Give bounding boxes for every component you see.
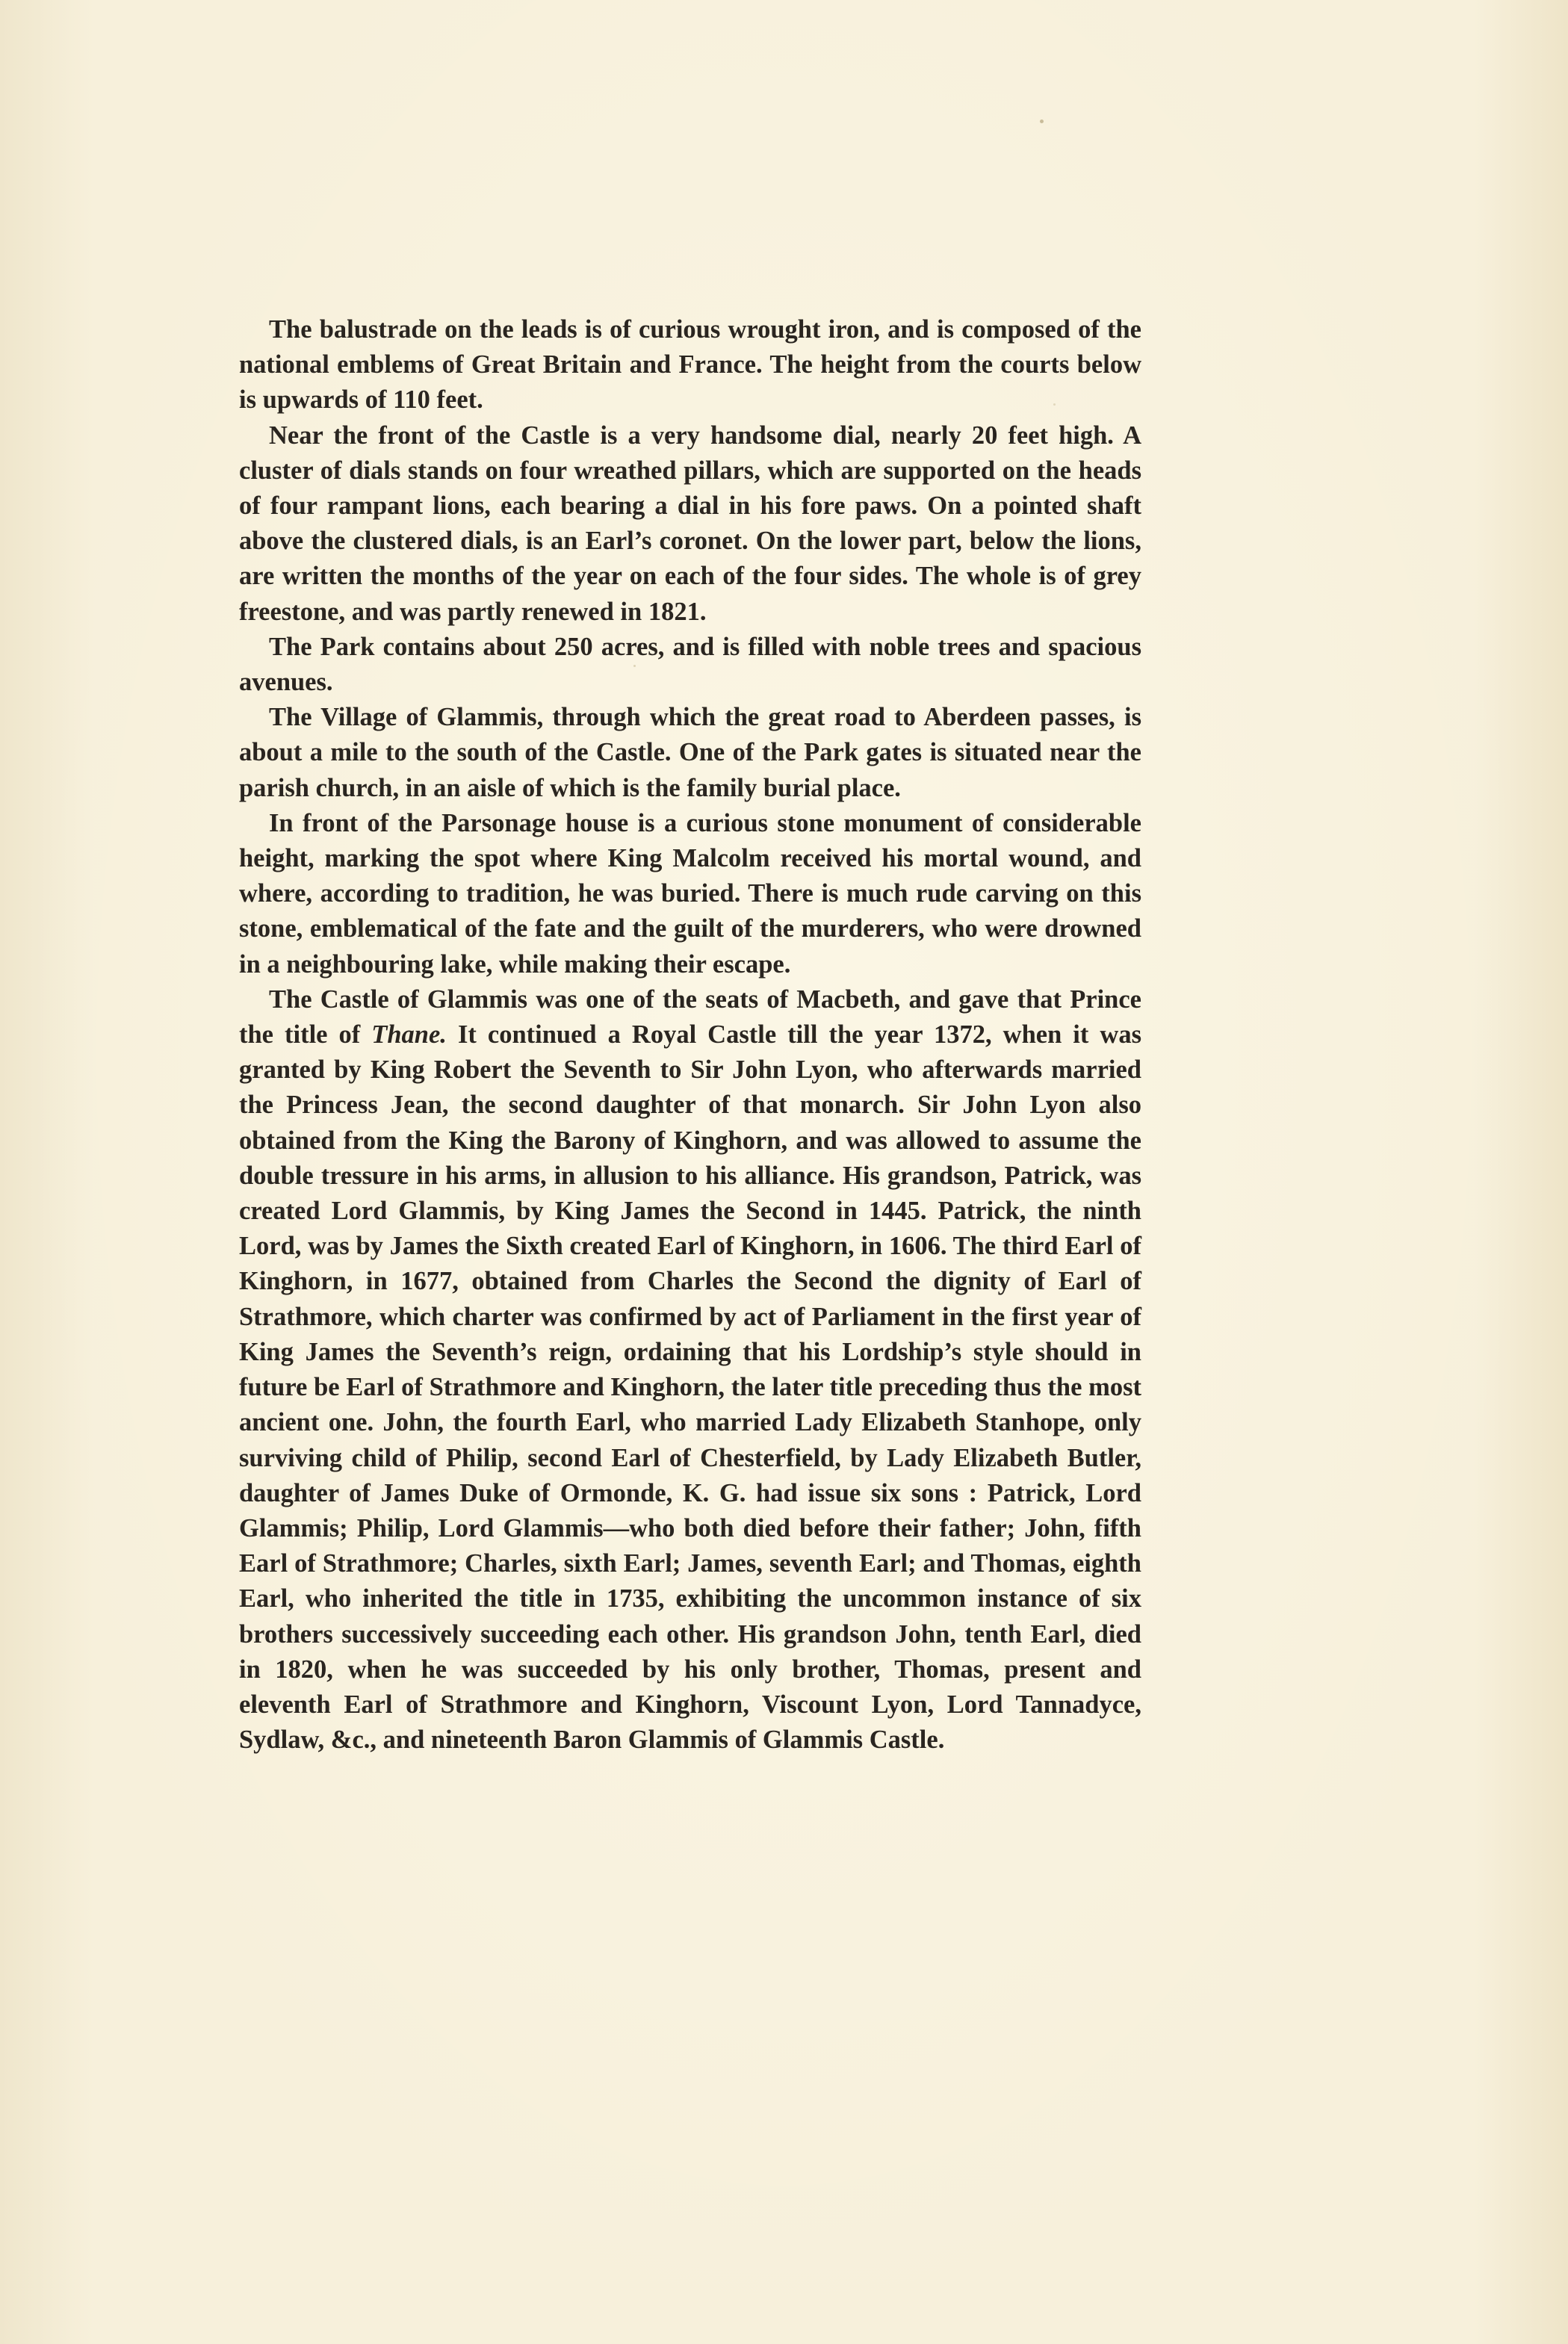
thane-italic: Thane. xyxy=(371,1020,447,1049)
paragraph-monument: In front of the Parsonage house is a curious stone monument of considerable height, marking the spot where King Malcolm received his mortal wound, and where, according to tradition, he was buried. There is much rude carving on this stone, emblematical of the fate and the guilt of the murderers, who were drowned in a neighbouring lake, while making their escape. xyxy=(239,808,1141,979)
paragraph-dial: Near the front of the Castle is a very handsome dial, nearly 20 feet high. A cluster of dials stands on four wreathed pillars, which are supported on the heads of four rampant lions, each bearing a dial in his fore paws. On a pointed shaft above the clustered dials, is an Earl’s coronet. On the lower part, below the lions, are written the months of the year on each of the four sides. The whole is of grey freestone, and was partly renewed in 1821. xyxy=(239,421,1141,626)
paragraph-balustrade: The balustrade on the leads is of curious wrought iron, and is composed of the national emblems of Great Britain and France. The height from the courts below is upwards of 110 feet. xyxy=(239,315,1141,415)
paragraph-village: The Village of Glammis, through which the great road to Aberdeen passes, is about a mile to the south of the Castle. One of the Park gates is situated near the parish church, in an aisle of which is the family burial place. xyxy=(239,703,1141,802)
history-text-start: The Castle of Glammis was one of the seats of Macbeth, and gave that Prince the title of xyxy=(239,985,1141,1049)
body-text xyxy=(239,312,1141,1758)
paragraph-park: The Park contains about 250 acres, and is filled with noble trees and spacious avenues. xyxy=(239,632,1141,697)
history-text-rest: It continued a Royal Castle till the year 1372, when it was granted by King Robert the Seventh to Sir John Lyon, who afterwards married the Princess Jean, the second daughter of that monarch. Sir John Lyon also obtained from the King the Barony of Kinghorn, and was allowed to assume the double tressure in his arms, in allusion to his alliance. His grandson, Patrick, was created Lord Glammis, by King James the Second in 1445. Patrick, the ninth Lord, was by James the Sixth created Earl of Kinghorn, in 1606. The third Earl of Kinghorn, in 1677, obtained from Charles the Second the dignity of Earl of Strathmore, which charter was confirmed by act of Parliament in the first year of King James the Seventh’s reign, ordaining that his Lordship’s style should in future be Earl of Strathmore and Kinghorn, the later title preceding thus the most ancient one. John, the fourth Earl, who married Lady Elizabeth Stanhope, only surviving child of Philip, second Earl of Chesterfield, by Lady Elizabeth Butler, daughter of James Duke of Ormonde, K. G. had issue six sons : Patrick, Lord Glammis; Philip, Lord Glammis—who both died before their father; John, fifth Earl of Strathmore; Charles, sixth Earl; James, seventh Earl; and Thomas, eighth Earl, who inherited the title in 1735, exhibiting the uncommon instance of six brothers successively succeeding each other. His grandson John, tenth Earl, died in 1820, when he was succeeded by his only brother, Thomas, present and eleventh Earl of Strathmore and Kinghorn, Viscount Lyon, Lord Tannadyce, Sydlaw, &c., and nineteenth Baron Glammis of Glammis Castle. xyxy=(239,1020,1141,1755)
paragraph-history xyxy=(239,982,1141,1758)
paper-speck xyxy=(1040,120,1044,123)
